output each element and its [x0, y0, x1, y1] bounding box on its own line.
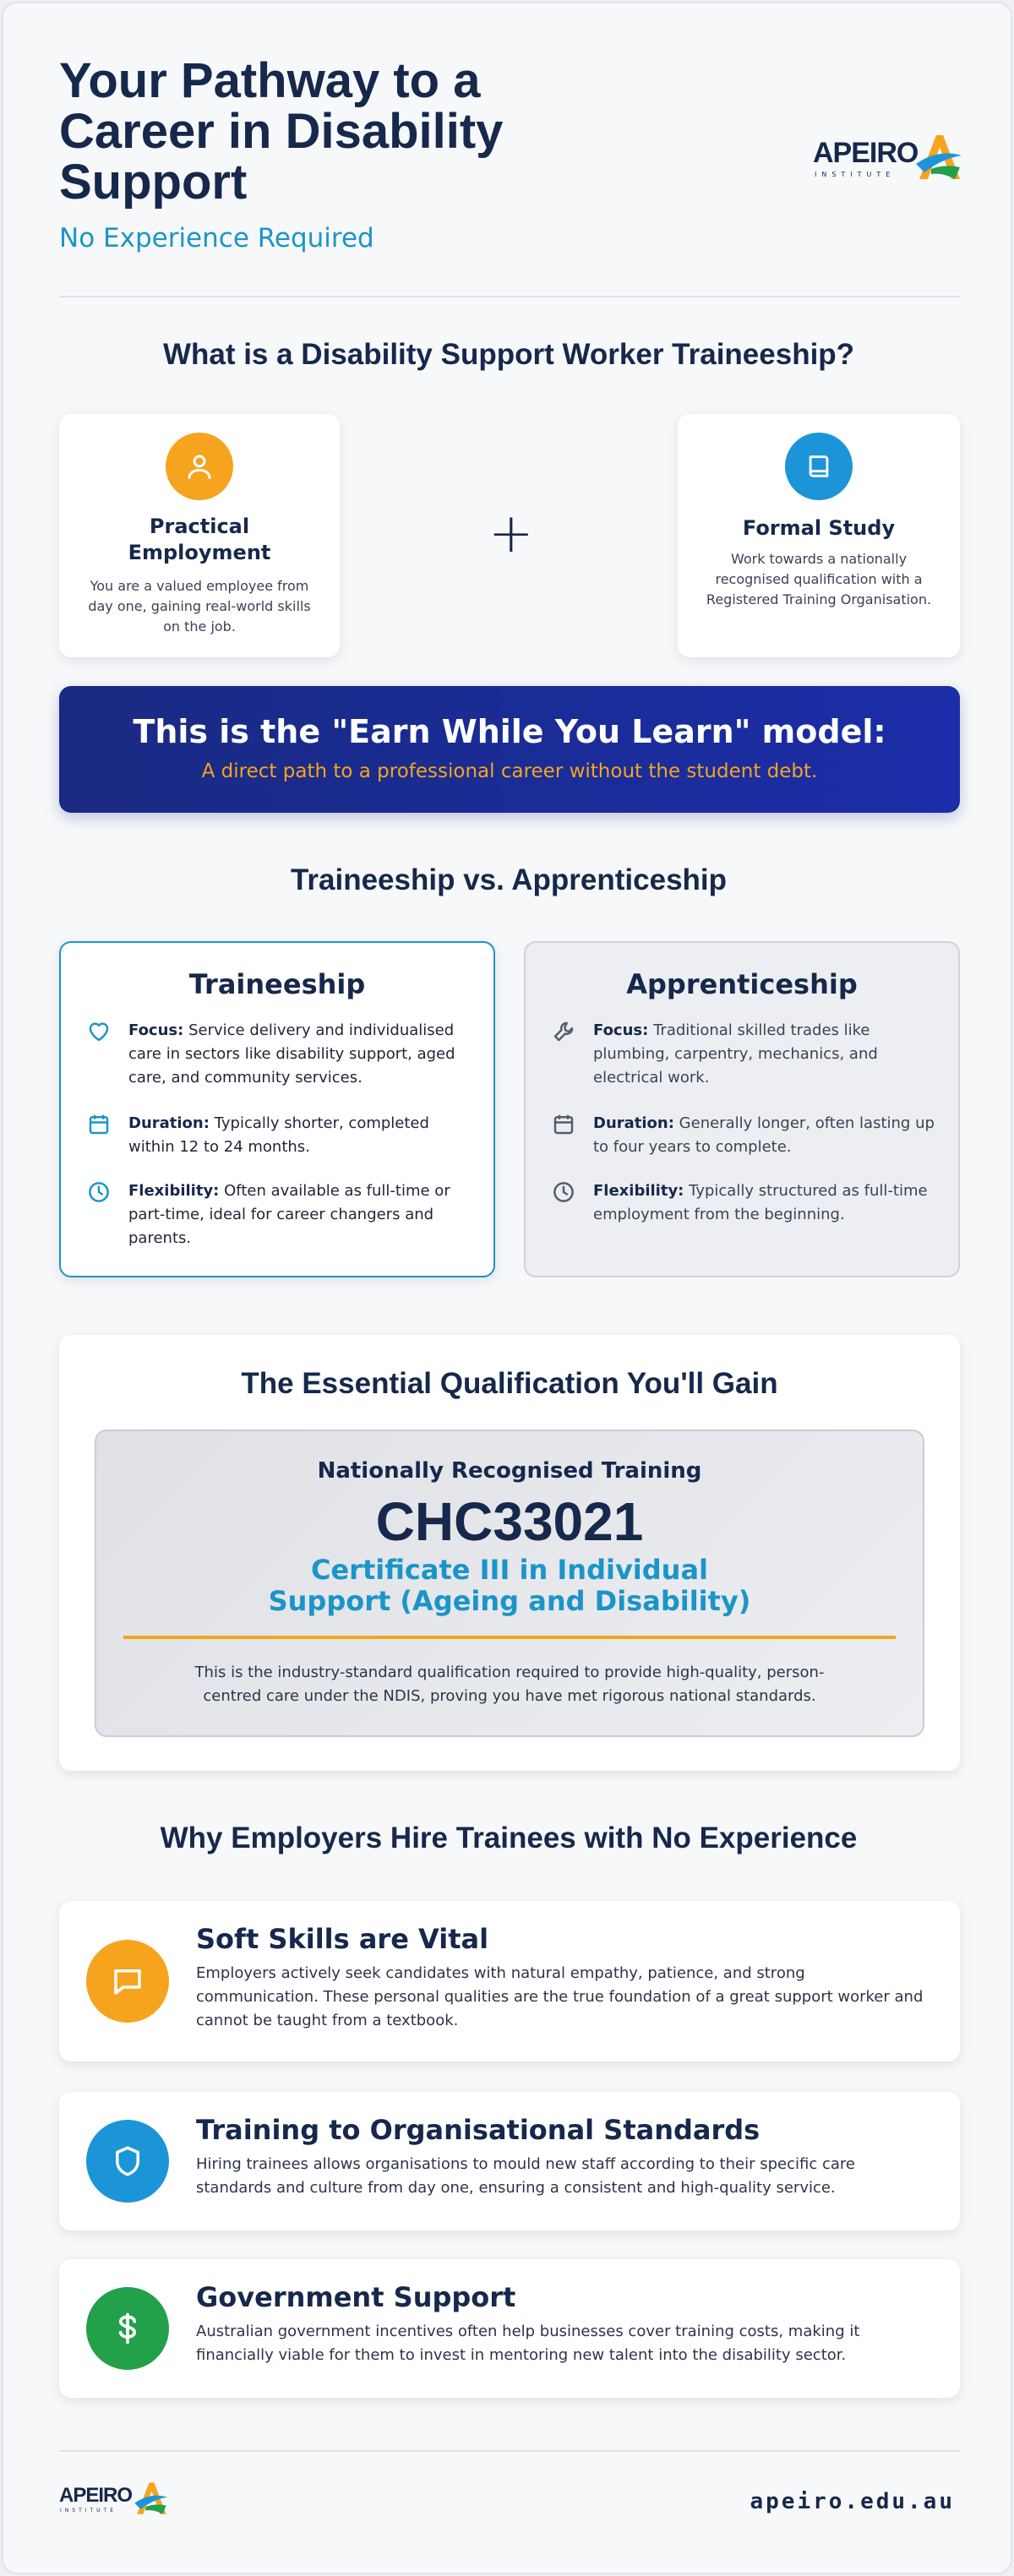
page-title: Your Pathway to a Career in Disability Support	[59, 53, 504, 210]
calendar-icon	[86, 1112, 112, 1137]
qualification-kicker: Nationally Recognised Training	[317, 1458, 702, 1484]
chat-icon	[86, 1940, 169, 2023]
why-card-soft-skills	[59, 1901, 960, 2061]
logo-tagline: INSTITUTE	[60, 2508, 117, 2513]
logo-mark-icon	[913, 130, 963, 184]
logo-wordmark: APEIRO	[59, 2484, 133, 2507]
clock-icon	[551, 1179, 576, 1205]
book-icon	[785, 433, 853, 500]
footer-divider	[59, 2450, 960, 2452]
qualification-divider	[123, 1636, 896, 1639]
focus-label: Focus:	[128, 1021, 184, 1039]
why-section-title: Why Employers Hire Trainees with No Experience	[160, 1822, 858, 1854]
header-logo	[813, 128, 965, 188]
calendar-icon	[551, 1112, 576, 1137]
why-card-title: Training to Organisational Standards	[196, 2114, 760, 2146]
why-card-text: Australian government incentives often help businesses cover training costs, making it financially viable for them to invest in mentoring new talent into the disability sector.	[196, 2323, 860, 2364]
traineeship-title: Traineeship	[188, 968, 366, 1000]
flexibility-label: Flexibility:	[128, 1182, 220, 1200]
traineeship-card	[59, 941, 495, 1277]
duration-text: Typically shorter, completed within 12 to 24 months.	[128, 1114, 429, 1156]
logo-wordmark: APEIRO	[813, 137, 919, 169]
footer-website-link[interactable]: apeiro.edu.au	[750, 2489, 955, 2514]
practical-employment-card	[59, 414, 340, 657]
why-card-standards	[59, 2092, 960, 2230]
clock-icon	[86, 1179, 112, 1205]
flexibility-text: Often available as full-time or part-time, ideal for career changers and parents.	[128, 1182, 450, 1247]
focus-label: Focus:	[593, 1021, 649, 1039]
why-card-text: Employers actively seek candidates with natural empathy, patience, and strong communication. These personal qualities are the true foundation of a great support worker and cannot be taught from a textbook.	[196, 1964, 924, 2029]
qualification-code: CHC33021	[375, 1491, 644, 1552]
why-card-government	[59, 2259, 960, 2398]
formal-study-title: Formal Study	[742, 516, 896, 540]
qualification-name: Certificate III in Individual Support (Ageing and Disability)	[268, 1554, 751, 1617]
header-divider	[59, 296, 960, 297]
practical-employment-text: You are a valued employee from day one, gaining real-world skills on the job.	[88, 578, 311, 634]
flexibility-text: Typically structured as full-time employment from the beginning.	[593, 1182, 928, 1223]
duration-text: Generally longer, often lasting up to four years to complete.	[593, 1114, 935, 1156]
apprenticeship-title: Apprenticeship	[626, 968, 858, 1000]
why-card-title: Soft Skills are Vital	[196, 1923, 489, 1955]
banner-subtitle: A direct path to a professional career without the student debt.	[201, 760, 818, 782]
formal-study-text: Work towards a nationally recognised qualification with a Registered Training Organisation.	[706, 551, 932, 607]
heart-icon	[86, 1019, 112, 1044]
duration-label: Duration:	[128, 1114, 210, 1132]
why-card-title: Government Support	[196, 2281, 516, 2313]
focus-text: Service delivery and individualised care in sectors like disability support, aged care, and community services.	[128, 1021, 455, 1086]
earn-while-learn-banner	[59, 686, 960, 813]
focus-text: Traditional skilled trades like plumbing, carpentry, mechanics, and electrical work.	[593, 1021, 878, 1086]
logo-tagline: INSTITUTE	[815, 171, 896, 178]
qualification-section	[59, 1335, 960, 1771]
comparison-section-title: Traineeship vs. Apprenticeship	[290, 863, 728, 896]
plus-sign: +	[488, 503, 534, 565]
practical-employment-title: Practical Employment	[128, 515, 271, 564]
infographic-page	[2, 2, 1012, 2574]
why-card-text: Hiring trainees allows organisations to mould new staff according to their specific care standards and culture from day one, ensuring a consistent and high-quality service.	[196, 2155, 855, 2197]
logo-mark-icon	[132, 2479, 169, 2518]
qualification-description: This is the industry-standard qualification required to provide high-quality, person-centred care under the NDIS, proving you have met rigorous national standards.	[194, 1664, 825, 1705]
shield-icon	[86, 2120, 169, 2203]
flexibility-label: Flexibility:	[593, 1182, 684, 1200]
footer-logo	[59, 2477, 177, 2519]
what-section-title: What is a Disability Support Worker Traineeship?	[162, 338, 855, 371]
duration-label: Duration:	[593, 1114, 674, 1132]
qualification-box	[95, 1430, 924, 1737]
banner-title: This is the "Earn While You Learn" model:	[133, 713, 886, 750]
user-icon	[166, 433, 233, 500]
formal-study-card	[678, 414, 960, 657]
dollar-icon	[86, 2287, 169, 2370]
qualification-section-title: The Essential Qualification You'll Gain	[241, 1367, 778, 1400]
wrench-icon	[551, 1019, 576, 1044]
page-subtitle: No Experience Required	[59, 223, 374, 253]
apprenticeship-card	[524, 941, 960, 1277]
